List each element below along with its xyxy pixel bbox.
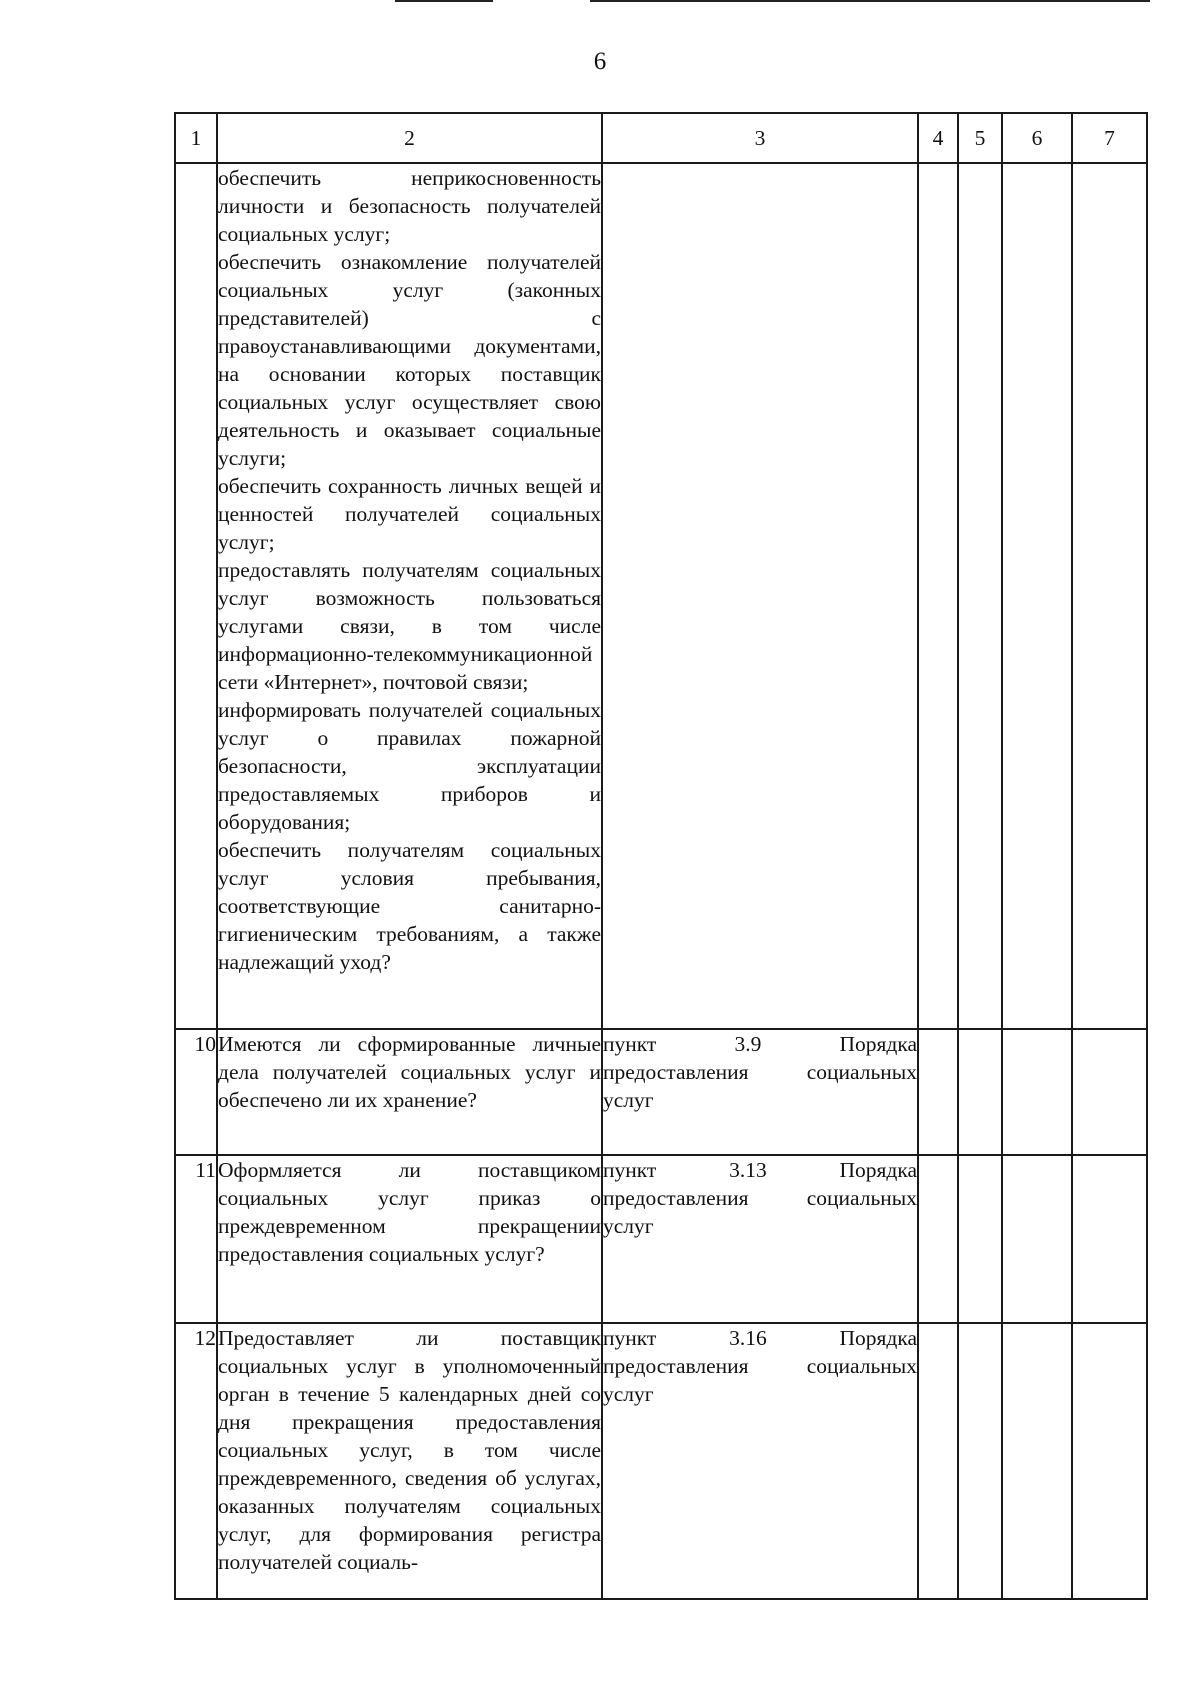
checklist-table — [174, 112, 1148, 1600]
table-row-continuation — [175, 163, 1147, 1029]
column-header-1: 1 — [175, 113, 217, 163]
page-number: 6 — [593, 48, 607, 75]
empty-cell-col5 — [958, 1029, 1002, 1155]
empty-cell-col5 — [958, 1323, 1002, 1599]
top-rule-right — [590, 0, 1150, 2]
empty-cell-col6 — [1002, 1323, 1072, 1599]
empty-cell-col4 — [918, 1029, 958, 1155]
table-row — [175, 1155, 1147, 1323]
row-number — [175, 163, 217, 1029]
reference-cell: пункт 3.9 Порядка предоставления социальных услуг — [602, 1029, 918, 1155]
empty-cell-col7 — [1072, 1323, 1147, 1599]
table-row — [175, 1323, 1147, 1599]
empty-cell-col7 — [1072, 163, 1147, 1029]
empty-cell-col7 — [1072, 1155, 1147, 1323]
column-header-2: 2 — [217, 113, 602, 163]
column-header-5: 5 — [958, 113, 1002, 163]
empty-cell-col4 — [918, 1155, 958, 1323]
empty-cell-col6 — [1002, 1155, 1072, 1323]
empty-cell-col6 — [1002, 163, 1072, 1029]
question-cell: Имеются ли сформированные личные дела получателей социальных услуг и обеспечено ли их хранение? — [217, 1029, 602, 1155]
question-cell: Предоставляет ли поставщик социальных услуг в уполномоченный орган в течение 5 календарных дней со дня прекращения предоставления социальных услуг, в том числе преждевременного, сведения об услугах, оказанных получателям социальных услуг, для формирования регистра получателей социаль- — [217, 1323, 602, 1599]
empty-cell-col4 — [918, 163, 958, 1029]
top-rule-left — [395, 0, 493, 2]
reference-cell: пункт 3.13 Порядка предоставления социальных услуг — [602, 1155, 918, 1323]
requirement-paragraph: обеспечить неприкосновенность личности и безопасность получателей социальных услуг; — [218, 166, 601, 246]
empty-cell-col4 — [918, 1323, 958, 1599]
empty-cell-col5 — [958, 1155, 1002, 1323]
reference-cell: пункт 3.16 Порядка предоставления социальных услуг — [602, 1323, 918, 1599]
row-number: 11 — [175, 1155, 217, 1323]
row-number: 10 — [175, 1029, 217, 1155]
requirement-paragraph: обеспечить ознакомление получателей социальных услуг (законных представителей) с правоустанавливающими документами, на основании которых поставщик социальных услуг осуществляет свою деятельность и оказывает социальные услуги; — [218, 250, 601, 470]
column-header-6: 6 — [1002, 113, 1072, 163]
column-header-4: 4 — [918, 113, 958, 163]
question-cell: Оформляется ли поставщиком социальных услуг приказ о преждевременном прекращении предоставления социальных услуг? — [217, 1155, 602, 1323]
requirement-paragraph: предоставлять получателям социальных услуг возможность пользоваться услугами связи, в том числе информационно-телекоммуникационной сети «Интернет», почтовой связи; — [218, 558, 601, 694]
empty-cell-col5 — [958, 163, 1002, 1029]
header-row — [175, 113, 1147, 163]
empty-cell-col7 — [1072, 1029, 1147, 1155]
requirement-paragraph: информировать получателей социальных услуг о правилах пожарной безопасности, эксплуатации предоставляемых приборов и оборудования; — [218, 698, 601, 834]
empty-cell-col6 — [1002, 1029, 1072, 1155]
row-number: 12 — [175, 1323, 217, 1599]
requirements-cell — [217, 163, 602, 1029]
reference-cell — [602, 163, 918, 1029]
column-header-3: 3 — [602, 113, 918, 163]
column-header-7: 7 — [1072, 113, 1147, 163]
requirement-paragraph: обеспечить сохранность личных вещей и ценностей получателей социальных услуг; — [218, 474, 601, 554]
table-row — [175, 1029, 1147, 1155]
requirement-paragraph: обеспечить получателям социальных услуг условия пребывания, соответствующие санитарно-гигиеническим требованиям, а также надлежащий уход? — [218, 838, 601, 974]
